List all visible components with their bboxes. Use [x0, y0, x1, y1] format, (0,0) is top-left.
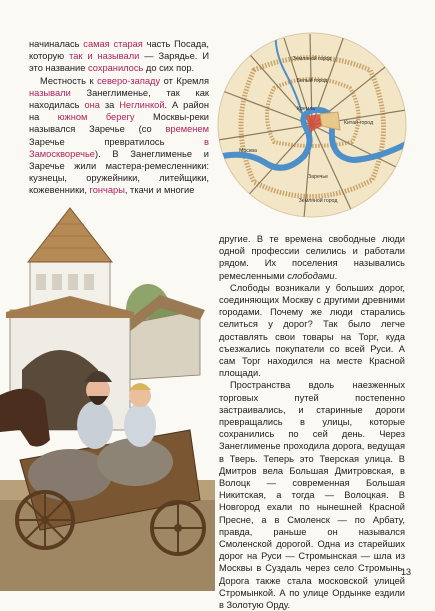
text-run: до сих пор.	[143, 63, 195, 74]
text-run: . А район на	[29, 100, 209, 123]
map-label-zemlyanoy-bottom: Земляной город	[298, 198, 338, 204]
highlighted-word: самая старая	[83, 39, 143, 49]
highlighted-word: называли	[29, 87, 71, 98]
map-label-zarechye: Заречье	[308, 174, 328, 180]
highlighted-word: берегу	[105, 112, 135, 123]
highlighted-word: Неглинкой	[119, 100, 165, 111]
highlighted-word: сохранилось	[88, 63, 144, 74]
text-run: от Кремля	[160, 75, 210, 86]
paragraph	[219, 233, 405, 282]
text-run: , ткачи и многие	[124, 185, 195, 196]
text-run: начиналась	[29, 39, 84, 49]
highlighted-word: северо-западу	[97, 75, 161, 86]
highlighted-word: южном	[57, 112, 88, 123]
text-run: Москвы-реки назывался Заречье (со	[29, 112, 209, 135]
text-run: Слободы возникали у больших дорог, соединяющих Москву с другими древними городами. Почему же люди старались селиться у дорог? Так было легче доставлять свои товары на Торг, куда съезжались покупатели со всей Руси. А сам Торг находился на месте Красной площади.	[219, 282, 405, 379]
map-label-kremlin: Кремль	[296, 106, 316, 112]
map-label-bely: Белый город	[296, 78, 328, 84]
text-run: Пространства вдоль наезженных торговых путей постепенно застраивались, и старинные дороги превращались в улицы, которые сохранились по сей день. Через Занеглименье проходила дорога, ведущая в Тверь. Теперь это Тверская улица. В Дмитров вела Большая Дмитровская, в Волоцк — современная Большая Никитская, а тогда — Волоцкая. В Новгород ехали по нынешней Красной Пресне, а в Смоленск — по Арбату, правда, раньше он назывался Смоленской дорогой. Одна из старейших дорог на Руси — Стромынская — шла из Москвы в Суздаль через село Стромынь. Дорога также стала московской улицей Стромынкой. А по улице Ордынке ездили в Золотую Орду.	[219, 380, 405, 611]
paragraph	[29, 75, 209, 197]
text-column-right	[219, 233, 405, 611]
text-run: за	[99, 100, 120, 111]
highlighted-word: гончары	[89, 185, 125, 196]
text-run	[87, 112, 105, 122]
text-run: Местность к	[40, 75, 98, 86]
paragraph	[29, 38, 209, 75]
map-label-kitay: Китай-город	[344, 120, 374, 126]
paragraph	[219, 379, 405, 611]
text-run: Занеглименье, так как находилась	[29, 87, 209, 111]
text-column-left	[29, 38, 209, 197]
highlighted-word: она	[84, 100, 100, 111]
map-label-river: Москва	[239, 148, 257, 154]
text-run: .	[334, 270, 338, 281]
map-label-zemlyanoy-top: Земляной город	[292, 56, 332, 62]
text-run: ). В Занеглименье и Заречье жили мастера-ремесленники: кузнецы, оружейники, литейщики, кожевенники,	[29, 148, 209, 196]
historical-map	[214, 30, 410, 220]
text-run: часть Посада, которую	[29, 39, 209, 62]
highlighted-word: так и называли	[69, 51, 140, 62]
highlighted-word: в Замоскворечье	[29, 136, 209, 159]
page-number: 13	[400, 567, 411, 577]
text-run: Заречье превратилось	[29, 136, 205, 147]
paragraph	[219, 282, 405, 380]
text-run: слободами	[287, 270, 335, 281]
text-run: другие. В те времена свободные люди одной профессии селились и работали рядом. Их поселения назывались ремесленными	[219, 234, 405, 281]
text-run: — Зарядье. И это название	[29, 51, 209, 74]
illustration-tower-cart	[0, 200, 215, 591]
highlighted-word: временем	[165, 124, 209, 135]
